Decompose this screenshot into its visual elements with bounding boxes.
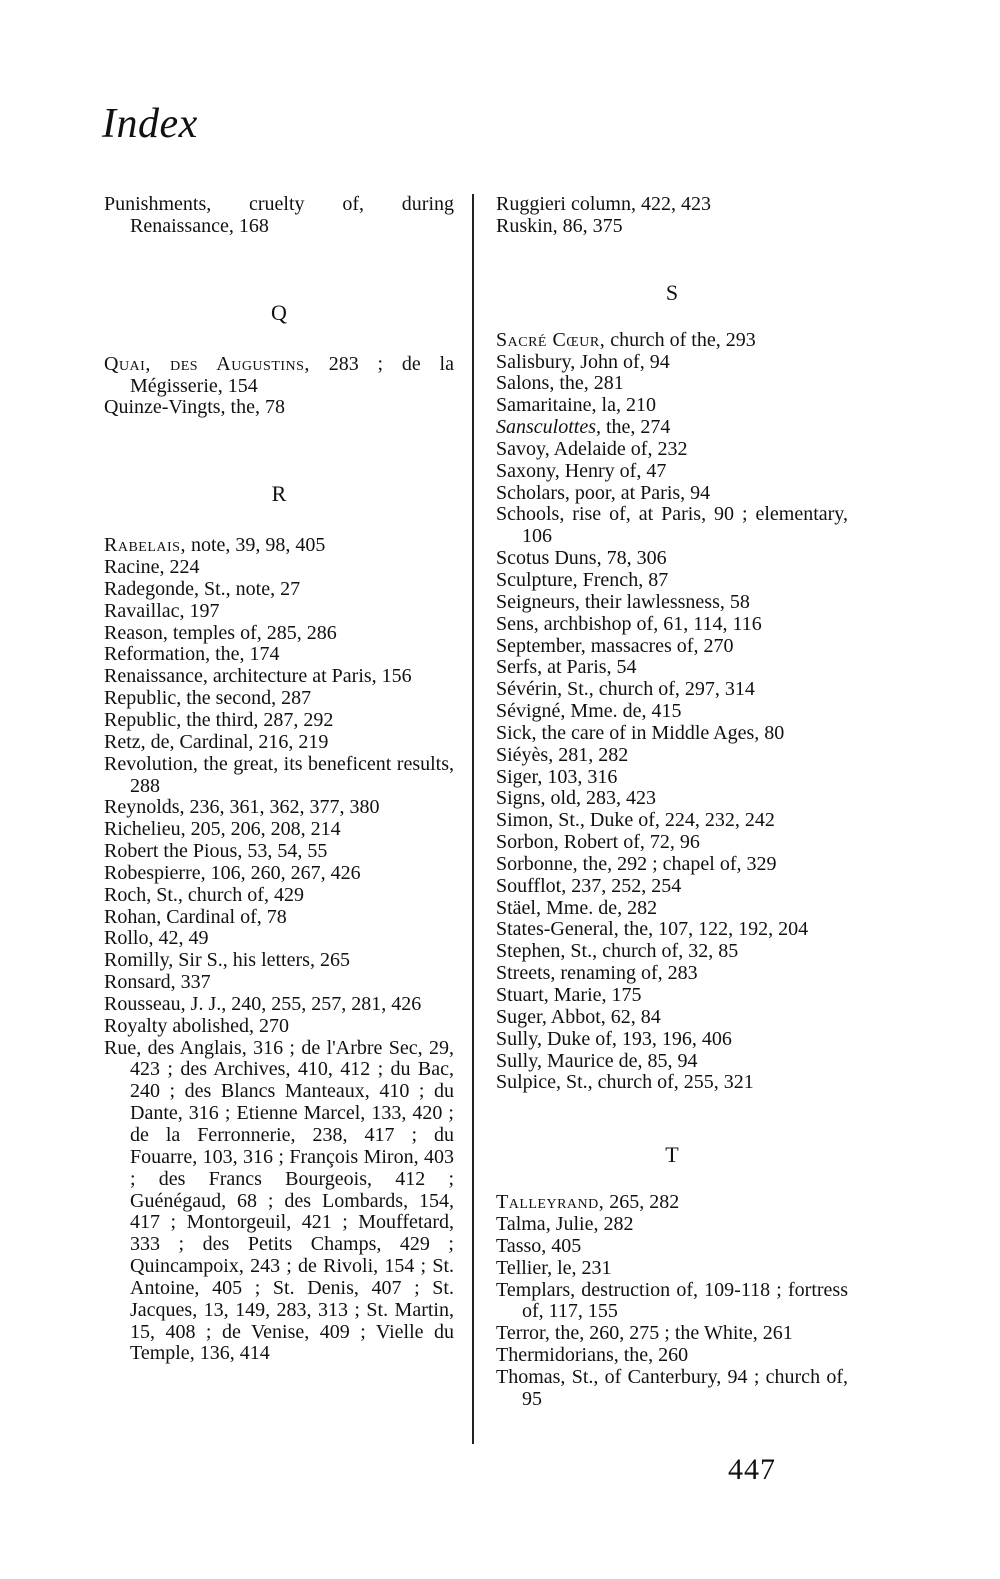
index-entry [496,1007,848,1029]
index-entry [104,557,454,579]
entry-text: Renaissance, architecture at Paris, 156 [104,665,412,688]
index-entry [496,1192,848,1214]
index-entry [496,461,848,483]
index-entry [104,601,454,623]
index-entry [104,863,454,885]
entry-text: Streets, renaming of, 283 [496,962,698,985]
index-entry [104,994,454,1016]
index-entry [496,483,848,505]
entry-text: Rue, des Anglais, 316 ; de l'Arbre Sec, 29, 423 ; des Archives, 410, 412 ; du Bac, 240 ; des Blancs Manteaux, 410 ; du Dante, 316 ; Etienne Marcel, 133, 420 ; de la Ferronnerie, 238, 417 ; du Fouarre, 103, 316 ; François Miron, 403 ; des Francs Bourgeois, 412 ; Guénégaud, 68 ; des Lombards, 154, 417 ; Montorgeuil, 421 ; Mouffetard, 333 ; des Petits Champs, 429 ; Quincampoix, 243 ; de Rivoli, 154 ; St. Antoine, 405 ; St. Denis, 407 ; St. Jacques, 13, 149, 283, 313 ; St. Martin, 15, 408 ; de Venise, 409 ; Vielle du Temple, 136, 414 [104,1036,454,1365]
entry-text: Republic, the third, 287, 292 [104,708,334,731]
entry-text: Radegonde, St., note, 27 [104,577,301,600]
entry-text: Sculpture, French, 87 [496,568,669,591]
entry-text: Ruggieri column, 422, 423 [496,193,711,215]
entry-text: Schools, rise of, at Paris, 90 ; elementary, 106 [496,503,848,548]
index-entry [496,963,848,985]
index-entry [496,701,848,723]
entry-text: Seigneurs, their lawlessness, 58 [496,590,750,613]
entry-text: Roch, St., church of, 429 [104,883,304,906]
index-entry [104,1016,454,1038]
entry-text: Serfs, at Paris, 54 [496,656,637,679]
index-entry [496,373,848,395]
entry-text: Ronsard, 337 [104,971,211,994]
entry-text: Reformation, the, 174 [104,643,280,666]
index-entry [104,797,454,819]
index-entry [496,1214,848,1236]
entry-text: Signs, old, 283, 423 [496,787,657,810]
entry-text: Punishments, cruelty of, during Renaissance, 168 [104,193,454,237]
index-entry [104,907,454,929]
entry-text: Robert the Pious, 53, 54, 55 [104,840,328,863]
entry-text: Tasso, 405 [496,1234,582,1257]
entry-text: Robespierre, 106, 260, 267, 426 [104,861,361,884]
entry-heading: Sansculottes, [496,416,601,439]
index-entry [496,592,848,614]
entry-text: note, 39, 98, 405 [185,534,326,557]
index-entry [496,1051,848,1073]
index-entry [496,504,848,548]
index-entry [104,579,454,601]
entry-text: church of the, 293 [605,328,756,351]
index-entry [496,1029,848,1051]
entry-text: Suger, Abbot, 62, 84 [496,1005,661,1028]
index-entry [496,439,848,461]
index-entry [496,832,848,854]
index-entry [496,788,848,810]
entry-text: 283 ; de la Mégisserie, 154 [130,352,454,397]
entry-text: Romilly, Sir S., his letters, 265 [104,949,350,972]
section-letter: R [271,481,287,507]
entry-text: Siéyès, 281, 282 [496,743,629,766]
index-entry [104,841,454,863]
entry-text: Sully, Maurice de, 85, 94 [496,1049,698,1072]
entry-text: Retz, de, Cardinal, 216, 219 [104,730,329,753]
section-letter: S [665,279,679,305]
index-entry [104,754,454,798]
index-entry [496,352,848,374]
entry-text: Sorbonne, the, 292 ; chapel of, 329 [496,852,777,875]
entry-text: Salons, the, 281 [496,372,624,395]
index-entry [104,950,454,972]
entry-heading: Sacré Cœur, [496,328,606,351]
entry-text: Thermidorians, the, 260 [496,1344,689,1367]
index-entry [496,1367,848,1411]
entry-heading: Talleyrand, [496,1191,605,1214]
section-letter: Q [271,299,287,325]
entry-text: Racine, 224 [104,556,200,579]
entry-text: Republic, the second, 287 [104,687,312,710]
index-entry [104,1038,454,1366]
entry-text: Royalty abolished, 270 [104,1014,289,1037]
index-entry [104,194,454,238]
entry-text: Saxony, Henry of, 47 [496,459,667,482]
index-entry [496,657,848,679]
index-entry [496,919,848,941]
index-entry [104,666,454,688]
entry-text: Ruskin, 86, 375 [496,214,623,237]
entry-text: Simon, St., Duke of, 224, 232, 242 [496,809,775,832]
entry-text: Terror, the, 260, 275 ; the White, 261 [496,1322,793,1345]
index-entry [496,767,848,789]
entry-text: Templars, destruction of, 109-118 ; fortress of, 117, 155 [496,1278,848,1323]
index-entry [496,614,848,636]
entry-text: Savoy, Adelaide of, 232 [496,437,688,460]
index-entry [104,623,454,645]
index-entry [496,745,848,767]
index-entry [496,810,848,832]
entry-text: Thomas, St., of Canterbury, 94 ; church of, 95 [496,1365,848,1410]
index-entry [496,985,848,1007]
index-entry [104,354,454,398]
entry-text: 265, 282 [604,1191,680,1214]
entry-text: Sorbon, Robert of, 72, 96 [496,831,700,854]
index-entry [104,885,454,907]
index-entry [496,216,848,238]
index-entry [496,1072,848,1094]
index-entry [104,972,454,994]
index-entry [496,876,848,898]
index-entry [496,194,848,216]
entry-text: Revolution, the great, its beneficent results, 288 [104,752,454,797]
index-entry [496,417,848,439]
entry-text: Sévérin, St., church of, 297, 314 [496,678,755,701]
index-entry [496,898,848,920]
index-entry [496,1280,848,1324]
index-entry [104,732,454,754]
entry-text: Tellier, le, 231 [496,1256,612,1279]
column-divider [472,194,474,1444]
index-entry [104,688,454,710]
index-entry [496,570,848,592]
entry-text: Ravaillac, 197 [104,599,220,622]
entry-text: Reason, temples of, 285, 286 [104,621,337,644]
index-entry [496,1345,848,1367]
entry-text: Rohan, Cardinal of, 78 [104,905,287,928]
index-entry [496,1236,848,1258]
entry-heading: Quai, des Augustins, [104,352,310,375]
index-entry [496,330,848,352]
entry-text: Samaritaine, la, 210 [496,394,656,417]
entry-text: Reynolds, 236, 361, 362, 377, 380 [104,796,380,819]
index-entry [104,928,454,950]
entry-text: Sully, Duke of, 193, 196, 406 [496,1027,732,1050]
entry-text: Scotus Duns, 78, 306 [496,547,667,570]
entry-text: Siger, 103, 316 [496,765,618,788]
index-entry [496,679,848,701]
entry-text: Soufflot, 237, 252, 254 [496,874,682,897]
entry-text: Scholars, poor, at Paris, 94 [496,481,711,504]
index-entry [104,819,454,841]
page-header: Index [102,101,198,147]
entry-text: Richelieu, 205, 206, 208, 214 [104,818,341,841]
index-entry [496,636,848,658]
index-entry [104,644,454,666]
entry-text: Rousseau, J. J., 240, 255, 257, 281, 426 [104,992,422,1015]
page-number: 447 [728,1453,776,1486]
index-entry [496,395,848,417]
entry-text: Sulpice, St., church of, 255, 321 [496,1071,754,1094]
entry-text: Sévigné, Mme. de, 415 [496,700,682,723]
entry-text: Sick, the care of in Middle Ages, 80 [496,721,785,744]
index-entry [496,1323,848,1345]
entry-text: Salisbury, John of, 94 [496,350,670,373]
entry-text: Quinze-Vingts, the, 78 [104,396,285,419]
index-entry [496,723,848,745]
entry-text: Stäel, Mme. de, 282 [496,896,658,919]
index-entry [104,535,454,557]
index-column-left [104,194,454,1365]
index-entry [496,941,848,963]
entry-text: Stephen, St., church of, 32, 85 [496,940,739,963]
index-entry [496,1258,848,1280]
index-entry [104,710,454,732]
entry-heading: Rabelais, [104,534,186,557]
section-letter: T [665,1142,679,1168]
index-entry [496,548,848,570]
entry-text: Sens, archbishop of, 61, 114, 116 [496,612,762,635]
entry-text: States-General, the, 107, 122, 192, 204 [496,918,809,941]
entry-text: Stuart, Marie, 175 [496,984,642,1006]
entry-text: the, 274 [601,416,671,439]
entry-text: September, massacres of, 270 [496,634,734,657]
entry-text: Talma, Julie, 282 [496,1213,634,1236]
index-entry [496,854,848,876]
entry-text: Rollo, 42, 49 [104,927,209,950]
index-entry [104,397,454,419]
index-column-right [496,194,848,1411]
